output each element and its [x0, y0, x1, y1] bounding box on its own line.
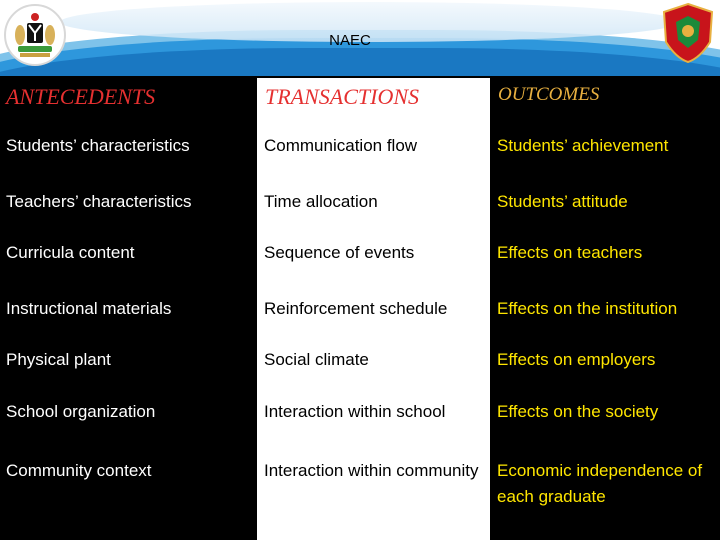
table-cell-outcome: Effects on the institution [497, 299, 678, 318]
table-cell-antecedent: School organization [6, 402, 156, 421]
table-cell-antecedent: Curricula content [6, 243, 135, 262]
table-cell-transaction: Time allocation [264, 192, 378, 211]
column-header-outcomes: OUTCOMES [498, 84, 600, 105]
table-cell-transaction: Interaction within school [264, 402, 446, 421]
table-cell-transaction: Interaction within community [264, 461, 479, 480]
table-cell-transaction: Sequence of events [264, 243, 415, 262]
page-title: NAEC [329, 32, 371, 49]
table-cell-transaction: Reinforcement schedule [264, 299, 448, 318]
nigerian-army-emblem-icon [660, 2, 716, 64]
table-cell-outcome: Students’ attitude [497, 192, 628, 211]
column-header-antecedents: ANTECEDENTS [6, 84, 156, 109]
table-cell-antecedent: Instructional materials [6, 299, 172, 318]
table-cell-antecedent: Community context [6, 461, 152, 480]
column-header-transactions: TRANSACTIONS [265, 84, 420, 109]
nigeria-coat-of-arms-icon [4, 4, 66, 66]
table-cell-outcome: Students’ achievement [497, 136, 669, 155]
table-cell-outcome: Effects on teachers [497, 243, 643, 262]
table-cell-transaction: Social climate [264, 350, 369, 369]
table-cell-outcome: Effects on the society [497, 402, 659, 421]
table-cell-transaction: Communication flow [264, 136, 418, 155]
table-cell-antecedent: Teachers’ characteristics [6, 192, 192, 211]
table-cell-outcome: Economic independence of each graduate [497, 461, 703, 506]
table-cell-antecedent: Physical plant [6, 350, 111, 369]
table-cell-outcome: Effects on employers [497, 350, 656, 369]
table-cell-antecedent: Students’ characteristics [6, 136, 190, 155]
